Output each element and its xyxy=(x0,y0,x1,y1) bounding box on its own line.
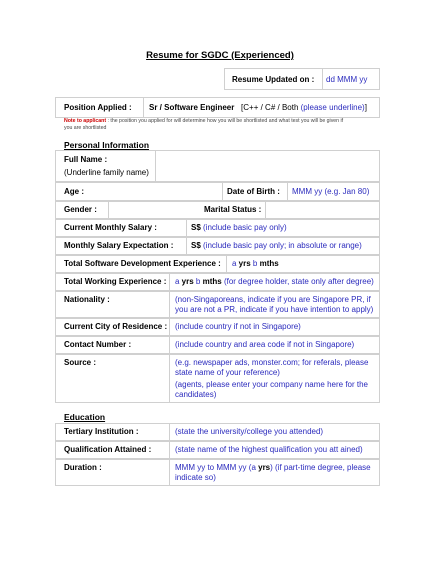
tertiary-value[interactable]: (state the university/college you attended) xyxy=(175,427,324,436)
marital-divider xyxy=(265,201,266,219)
fullname-label: Full Name : xyxy=(64,155,108,164)
marital-label: Marital Status : xyxy=(204,205,262,214)
duration-line1[interactable] xyxy=(175,463,371,472)
contact-divider xyxy=(169,336,170,354)
duration-range: MMM yy to MMM yy ( xyxy=(175,463,252,472)
note-prefix: Note to applicant xyxy=(64,118,107,124)
position-label: Position Applied : xyxy=(64,103,132,112)
dob-divider xyxy=(287,182,288,201)
work-exp-mths: mths xyxy=(200,277,222,286)
position-value[interactable] xyxy=(149,103,367,112)
education-heading: Education xyxy=(64,412,106,422)
fullname-divider xyxy=(155,150,156,182)
nationality-line1[interactable]: (non-Singaporeans, indicate if you are Singapore PR, if xyxy=(175,295,371,304)
cur-salary-label: Current Monthly Salary : xyxy=(64,223,157,232)
dob-label: Date of Birth : xyxy=(227,187,280,196)
tertiary-divider xyxy=(169,423,170,441)
position-hint: (please underline) xyxy=(300,103,365,112)
position-options: [C++ / C# / Both xyxy=(241,103,299,112)
position-close: ] xyxy=(364,103,367,112)
cur-salary-hint: (include basic pay only) xyxy=(200,223,287,232)
duration-line2: indicate so) xyxy=(175,473,216,482)
sw-exp-months: b xyxy=(252,259,258,268)
gender-divider xyxy=(108,201,109,219)
nationality-line2: you are not a PR, indicate if you have intention to apply) xyxy=(175,305,374,314)
exp-salary-prefix: S$ xyxy=(191,241,201,250)
work-exp-label: Total Working Experience : xyxy=(64,277,167,286)
age-label: Age : xyxy=(64,187,84,196)
source-line4: candidates) xyxy=(175,390,217,399)
work-exp-months: b xyxy=(195,277,201,286)
sw-exp-label: Total Software Development Experience : xyxy=(64,259,221,268)
personal-heading: Personal Information xyxy=(64,140,150,150)
city-label: Current City of Residence : xyxy=(64,322,168,331)
position-role: Sr / Software Engineer xyxy=(149,103,235,112)
nationality-divider xyxy=(169,291,170,318)
sw-exp-value[interactable] xyxy=(232,259,279,268)
qual-label: Qualification Attained : xyxy=(64,445,152,454)
work-exp-years: a xyxy=(175,277,180,286)
source-label: Source : xyxy=(64,358,97,367)
contact-value[interactable]: (include country and area code if not in Singapore) xyxy=(175,340,355,349)
fullname-hint: (Underline family name) xyxy=(64,168,149,177)
duration-hint: ) (if part-time degree, please xyxy=(270,463,371,472)
duration-years: a xyxy=(251,463,256,472)
updated-divider xyxy=(322,68,323,90)
exp-salary-label: Monthly Salary Expectation : xyxy=(64,241,174,250)
sw-exp-years: a xyxy=(232,259,237,268)
duration-yrs: yrs xyxy=(255,463,271,472)
page-title: Resume for SGDC (Experienced) xyxy=(146,50,294,61)
applicant-note xyxy=(64,118,343,131)
source-line2: state name of your reference) xyxy=(175,368,280,377)
exp-salary-divider xyxy=(186,237,187,255)
contact-label: Contact Number : xyxy=(64,340,132,349)
qual-value[interactable]: (state name of the highest qualification you att ained) xyxy=(175,445,363,454)
updated-value[interactable]: dd MMM yy xyxy=(326,75,368,84)
city-value[interactable]: (include country if not in Singapore) xyxy=(175,322,301,331)
exp-salary-value[interactable] xyxy=(191,241,362,250)
note-line2: you are shortlisted xyxy=(64,124,107,131)
cur-salary-value[interactable] xyxy=(191,223,287,232)
updated-label: Resume Updated on : xyxy=(232,75,315,84)
work-exp-value[interactable] xyxy=(175,277,374,286)
tertiary-label: Tertiary Institution : xyxy=(64,427,139,436)
position-divider xyxy=(143,97,144,118)
cur-salary-prefix: S$ xyxy=(191,223,201,232)
sw-exp-yrs: yrs xyxy=(236,259,253,268)
note-line1: : the position you applied for will determine how you will be shortlisted and what test you will be given if xyxy=(106,118,344,124)
city-divider xyxy=(169,318,170,336)
source-line3: (agents, please enter your company name here for the xyxy=(175,380,368,389)
duration-divider xyxy=(169,459,170,486)
work-exp-divider xyxy=(169,273,170,291)
sw-exp-mths: mths xyxy=(257,259,279,268)
qual-divider xyxy=(169,441,170,459)
nationality-label: Nationality : xyxy=(64,295,110,304)
cur-salary-divider xyxy=(186,219,187,237)
source-divider xyxy=(169,354,170,403)
exp-salary-hint: (include basic pay only; in absolute or range) xyxy=(200,241,362,250)
dob-value[interactable]: MMM yy (e.g. Jan 80) xyxy=(292,187,370,196)
sw-exp-divider xyxy=(226,255,227,273)
work-exp-yrs: yrs xyxy=(179,277,196,286)
age-divider xyxy=(222,182,223,201)
work-exp-hint: (for degree holder, state only after degree) xyxy=(221,277,374,286)
gender-label: Gender : xyxy=(64,205,97,214)
source-line1[interactable]: (e.g. newspaper ads, monster.com; for referals, please xyxy=(175,358,369,367)
duration-label: Duration : xyxy=(64,463,102,472)
